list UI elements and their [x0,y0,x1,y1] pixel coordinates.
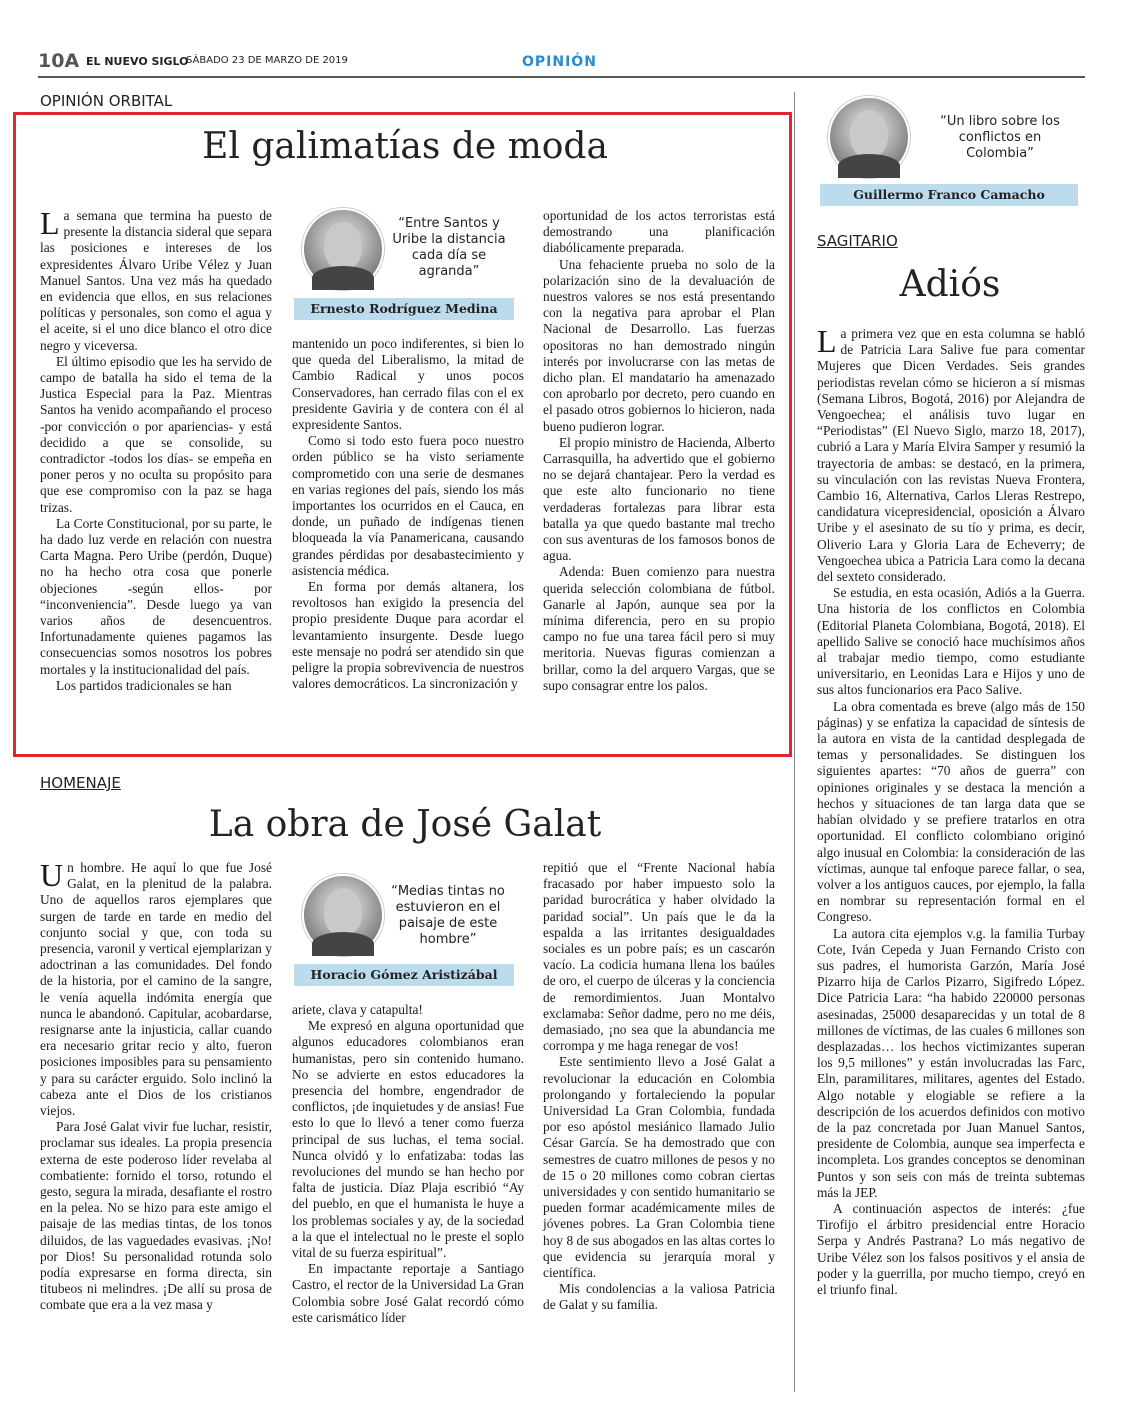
article1-column-2 [292,336,524,692]
paragraph: Los partidos tradicionales se han [56,677,232,693]
article3-kicker: SAGITARIO [817,232,898,250]
author-photo [302,208,384,290]
section-title: OPINIÓN [522,54,597,70]
article3-quote-box [820,94,1078,208]
article2-headline: La obra de José Galat [208,804,602,845]
article1-column-3 [543,208,775,694]
paragraph: oportunidad de los actos terroristas está demostrando una planificación diabólicamente preparada. [543,208,775,256]
paragraph: repitió que el “Frente Nacional había fracasado por haber impuesto solo la paridad burocrática y haber olvidado la paridad social”. Un país que le da la espalda a las irritantes desigualdades sociales es un pobre país; es un cascarón vacío. La codicia humana llena los baúles de oro, el cuerpo de úlceras y la conciencia de remordimientos. Juan Montalvo exclamaba: Señor dadme, pero no me déis, demasiado, ¡no sea que la abundancia me corrompa y me haga renegar de vos! [543,860,775,1054]
masthead [38,46,1085,76]
article1-quote-box [294,204,514,322]
paragraph: Como si todo esto fuera poco nuestro orden público se ha visto seriamente comprometido con una serie de desmanes en varias regiones del país, siendo los más importantes los ocurridos en el Cauca, en donde, un puñado de indígenas tienen bloqueada la vía Panamericana, causando grandes pérdidas por desabastecimiento y asistencia médica. [292,433,524,578]
newspaper-name: EL NUEVO SIGLO [86,55,189,68]
article1-kicker: OPINIÓN ORBITAL [40,92,173,110]
paragraph: La autora cita ejemplos v.g. la familia Turbay Cote, Iván Cepeda y Juan Fernando Cristo con sus padres, el humorista Garzón, María José Pizarro hija de Carlos Pizarro, Sigifredo López. Dice Patricia Lara: “ha habido 220000 personas asesinadas, 25000 desaparecidas y un total de 8 millones de víctimas, de las cuales 6 millones son desplazadas… los hechos victimizantes superan los 9,5 millones” y están involucradas las Farc, Eln, paramilitares, militares, agentes del Estado. Algo notable y elogiable se refiere a la descripción de los acuerdos definidos con motivo de la paz concretada por Juan Manuel Santos, presidente de Colombia, aunque sea imperfecta e incompleta. Los grandes conceptos se denominan Puntos y son seis con más de treinta subtemas más la JEP. [817,925,1085,1200]
paragraph: El propio ministro de Hacienda, Alberto Carrasquilla, ha advertido que el gobierno no se dejará chantajear. Pero la verdad es que este alto funcionario no tiene verdaderas fortalezas para librar esta batalla ya que quedo bastante mal trecho con sus aventuras de los famosos bonos de agua. [543,434,775,564]
paragraph: a primera vez que en esta columna se habló de Patricia Lara Salive fue para comentar Mujeres que Dicen Verdades. Seis grandes periodistas revelan cómo se hicieron a sí mismas (Semana Libros, Bogotá, 2016) por Alejandra de Vengoechea; el análisis tuvo lugar en “Periodistas” (El Nuevo Siglo, marzo 18, 2017), cubrió a Lara y María Elvira Samper y resumió la trayectoria de ambas: se destacó, en la primera, su vinculación con las revistas Nueva Frontera, Cambio 16, Alternativa, Carlos Lleras Restrepo, candidatura vicepresidencial, oposición a Álvaro Uribe y el asesinato de su tío y prima, es decir, Oliverio Lara y Gloria Lara de Echeverry; de Vengoechea ubica a Patricia Lara como la decana del sexteto considerado. [817,326,1085,585]
paragraph: Para José Galat vivir fue luchar, resistir, proclamar sus ideales. La propia presencia externa de este poderoso líder revelaba al combatiente: fornido el torso, rotundo el gesto, segura la mirada, desafiante el rostro en la pelea. No se hizo para este amigo el paisaje de las medias tintas, de los tonos diluidos, de las vaguedades evasivas. ¡No! por Dios! Su personalidad rotunda solo podía expresarse en forma directa, sin titubeos ni melindres. ¡De allí su prosa de combate que era a la vez masa y [40,1119,273,1313]
pull-quote: “Entre Santos y Uribe la distancia cada día se agranda” [392,216,506,279]
article1-headline: El galimatías de moda [202,126,608,167]
paragraph: a semana que termina ha puesto de presente la distancia sideral que separa las posiciones e intereses de los expresidentes Álvaro Uribe Vélez y Juan Manuel Santos. Una vez más ha quedado en evidencia que ellos, en sus relaciones políticas y personales, son como el agua y el aceite, si el uno dice blanco el otro dice negro y viceversa. [40,208,272,353]
paragraph: Mis condolencias a la valiosa Patricia de Galat y su familia. [543,1281,775,1313]
column-divider [794,92,795,1392]
paragraph: En forma por demás altanera, los revoltosos han exigido la presencia del propio presidente Duque para acordar el levantamiento insurgente. Desde luego este mensaje no podrá ser atendido sin que peligre la propia sobrevivencia de nuestros valores democráticos. La sincronización y [292,579,524,692]
paragraph: Este sentimiento llevo a José Galat a revolucionar la educación en Colombia prolongando y fortaleciendo la popular Universidad La Gran Colombia, fundada por eso apóstol mesiánico llamado Julio César García. Se ha demostrado que con semestres de cuatro millones de pesos y no de 15 o 20 millones como cobran ciertas universidades y con sentido humanitario se pueden formar académicamente miles de jóvenes pobres. La Gran Colombia tiene hoy 8 de sus abogados en las altas cortes lo que evidencia su jerarquía moral y científica. [543,1054,775,1281]
paragraph: Me expresó en alguna oportunidad que algunos educadores colombianos eran humanistas, pero sin contenido humano. No se advierte en estos educadores la presencia del hombre, engendrador de conflictos, ¡de inquietudes y de ansias! Fue esto lo que lo llevó a tener como fuerza principal de sus luchas, el tema social. Nunca olvidó y lo enfatizaba: todas las revoluciones del mundo se han hecho por falta de justicia. Díaz Plaja escribió “Ay del pueblo, en que el humanista le huye a los problemas sociales y ay, de la sociedad a la que el intelectual no le preste el soplo vital de su fuerza espiritual”. [292,1018,524,1261]
author-photo [828,96,910,178]
paragraph: ariete, clava y catapulta! [292,1002,423,1017]
paragraph: En impactante reportaje a Santiago Castro, el rector de la Universidad La Gran Colombia sobre José Galat recordó cómo este carismático líder [292,1261,524,1325]
article2-quote-box [294,870,514,988]
article2-column-1 [40,857,273,1314]
paragraph: La obra comentada es breve (algo más de 150 páginas) y se enfatiza la capacidad de síntesis de la autora en vista de la cantidad desplegada de temas y personalidades. Se distinguen los siguientes apartes: “70 años de guerra” con opiniones originales y se destaca la mención a hechos y situaciones de tan larga data que se habían olvidado y se prefiere tratarlos en otra oportunidad. El conflicto colombiano originó algo inusual en Colombia: la consideración de las víctimas, aunque tal enfoque parece fallar, o sea, volver a los antiguos cauces, por ejemplo, la falla en nombrar su representación formal en el Congreso. [817,698,1085,925]
masthead-rule [38,76,1085,78]
author-name: Guillermo Franco Camacho [820,184,1078,206]
pull-quote: “Un libro sobre los conflictos en Colombia” [940,114,1060,161]
dropcap: L [817,323,837,359]
paragraph: Una fehaciente prueba no solo de la polarización sino de la devaluación de nuestros valores se nos está presentando con la negativa para aprobar el Plan Nacional de Desarrollo. Las fuerzas opositoras no han demostrado ningún interés por involucrarse con las metas de dicho plan. El mandatario ha amenazado con aprobarlo por decreto, pero cuando en el pasado otros gobiernos lo hicieron, nada bueno pudieron lograr. [543,256,775,434]
paragraph: El último episodio que les ha servido de campo de batalla ha sido el tema de la Justica Especial para la Paz. Mientras Santos ha venido acompañando el proceso -por convicción o por apariencias- y está decidido a que se consolide, su contradictor -todos los días- se empeña en poner peros y no oculta su propósito para que ese compromiso con la paz se haga trizas. [40,353,272,515]
article2-column-2 [292,1002,524,1326]
article2-column-3 [543,860,775,1314]
issue-date: SÁBADO 23 DE MARZO DE 2019 [186,55,348,66]
author-photo [302,874,384,956]
article3-headline: Adiós [899,264,1001,305]
paragraph: mantenido un poco indiferentes, si bien lo que queda del Liberalismo, la mitad de Cambio Radical y unos pocos Conservadores, han cerrado filas con el ex presidente Gaviria y de contera con él al expresidente Santos. [292,336,524,433]
paragraph: A continuación aspectos de interés: ¿fue Tirofijo el árbitro presidencial entre Horacio Serpa y Andrés Pastrana? Lo más negativo de Uribe Vélez son los falsos positivos y el ansia de poder y la guerrilla, por mucho tiempo, creyó en el triunfo final. [817,1200,1085,1297]
paragraph: La Corte Constitucional, por su parte, le ha dado luz verde en relación con nuestra Carta Magna. Pero Uribe (perdón, Duque) no ha hecho otra cosa que ponerle objeciones -según ellos- por “inconveniencia”. Desde luego ya van varios años de desencuentros. Infortunadamente quienes pagamos las consecuencias somos nosotros los pobres mortales y la institucionalidad del país. [40,515,272,677]
article3-column-1 [817,323,1085,1298]
author-name: Ernesto Rodríguez Medina [294,298,514,320]
page-number: 10A [38,50,80,72]
article1-column-1 [40,205,272,694]
dropcap: U [40,857,64,893]
pull-quote: “Medias tintas no estuvieron en el paisaje de este hombre” [391,884,505,947]
paragraph: Se estudia, en esta ocasión, Adiós a la Guerra. Una historia de los conflictos en Colombia (Editorial Planeta Colombiana, Bogotá, 2018). El apellido Salive se conoció hace muchísimos años al trabajar medio tiempo, como estudiante universitario, en Leonidas Lara e Hijos y uno de sus altos funcionarios era Paco Salive. [817,585,1085,698]
author-name: Horacio Gómez Aristizábal [294,964,514,986]
paragraph: n hombre. He aquí lo que fue José Galat, en la plenitud de la palabra. Uno de aquellos raros ejemplares que surgen de tarde en tarde en medio del conjunto social y que, con toda su presencia, varonil y vertical ejemplarizan y adoctrinan a las comunidades. Del fondo de la historia, por el camino de la sangre, le venía aquella indómita energía que nunca le abandonó. Capitular, acobardarse, resignarse ante la injusticia, callar cuando era necesario gritar recio y alto, fueron posiciones imposibles para su pensamiento y para su carácter erguido. Solo inclinó la cabeza ante el Dios de los cristianos viejos. [40,860,272,1119]
article2-kicker: HOMENAJE [40,774,121,792]
dropcap: L [40,205,60,241]
paragraph: Adenda: Buen comienzo para nuestra querida selección colombiana de fútbol. Ganarle al Japón, aunque sea por la mínima diferencia, pero en su propio campo no fue una tarea fácil pero si muy meritoria. Nuevas figuras comienzan a brillar, como la del arquero Vargas, que se supo consagrar entre los palos. [543,564,775,693]
